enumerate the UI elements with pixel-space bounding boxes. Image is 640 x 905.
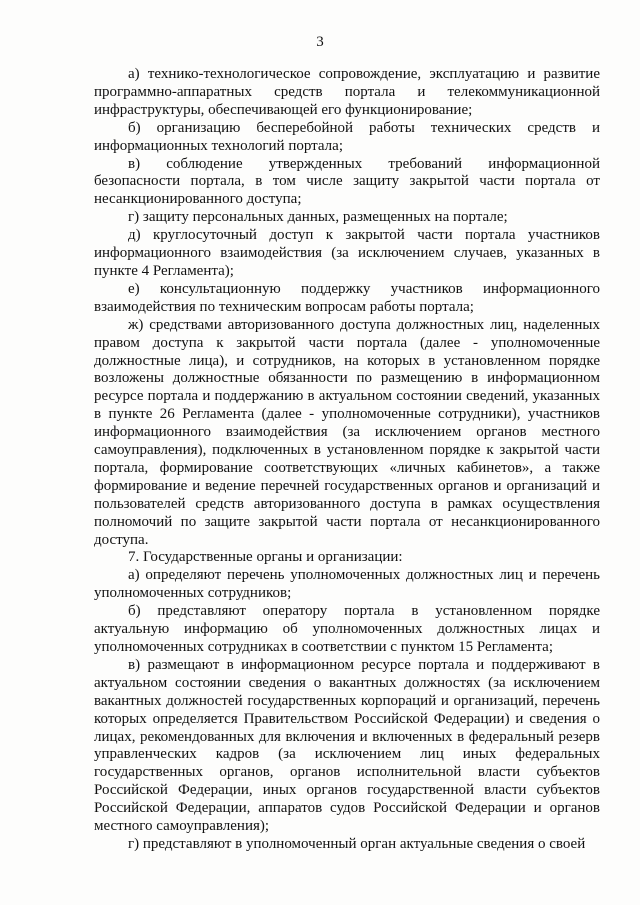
paragraph-7v-vacancies: в) размещают в информационном ресурсе портала и поддерживают в актуальном состоянии сведения о вакантных должностях (за исключением вакантных должностей государственных корпораций и организаций, перечень которых определяется Правительством Российской Федерации) и сведения о лицах, рекомендованных для включения и включенных в федеральный резерв управленческих кадров (за исключением лиц иных федеральных государственных органов, органов исполнительной власти субъектов Российской Федерации, иных органов государственной власти субъектов Российской Федерации, аппаратов судов Российской Федерации и органов местного самоуправления); — [94, 656, 600, 835]
paragraph-v-security: в) соблюдение утвержденных требований информационной безопасности портала, в том числе защиту закрытой части портала от несанкционированного доступа; — [94, 155, 600, 208]
paragraph-7a-define-lists: а) определяют перечень уполномоченных должностных лиц и перечень уполномоченных сотрудников; — [94, 567, 600, 602]
paragraph-zh-authorized-access: ж) средствами авторизованного доступа должностных лиц, наделенных правом доступа к закрытой части портала (далее - уполномоченные должностные лица), и сотрудников, на которых в установленном порядке возложены должностные обязанности по размещению в информационном ресурсе портала и поддержанию в актуальном состоянии сведений, указанных в пункте 26 Регламента (далее - уполномоченные сотрудники), участников информационного взаимодействия (за исключением органов местного самоуправления), подключенных в установленном порядке к закрытой части портала, формирование соответствующих «личных кабинетов», а также формирование и ведение перечней государственных органов и организаций и пользователей средств авторизованного доступа в рамках осуществления полномочий по защите закрытой части портала от несанкционированного доступа. — [94, 316, 600, 548]
paragraph-b-uninterrupted-operation: б) организацию бесперебойной работы технических средств и информационных технологий портала; — [94, 119, 600, 154]
paragraph-e-consulting-support: е) консультационную поддержку участников информационного взаимодействия по техническим вопросам работы портала; — [94, 280, 600, 315]
paragraph-g-personal-data: г) защиту персональных данных, размещенных на портале; — [128, 209, 508, 226]
document-body — [94, 66, 600, 854]
paragraph-d-round-the-clock-access: д) круглосуточный доступ к закрытой части портала участников информационного взаимодействия (за исключением случаев, указанных в пункте 4 Регламента); — [94, 227, 600, 279]
paragraph-7b-provide-info: б) представляют оператору портала в установленном порядке актуальную информацию об уполномоченных должностных лицах и уполномоченных сотрудниках в соответствии с пунктом 15 Регламента; — [94, 603, 600, 655]
paragraph-7g-submit-info: г) представляют в уполномоченный орган актуальные сведения о своей — [128, 835, 586, 852]
page-number: 3 — [316, 34, 324, 50]
section-7-heading: 7. Государственные органы и организации: — [128, 549, 403, 566]
paragraph-a-tech-support: а) технико-технологическое сопровождение, эксплуатацию и развитие программно-аппаратных средств портала и телекоммуникационной инфраструктуры, обеспечивающей его функционирование; — [94, 66, 600, 118]
